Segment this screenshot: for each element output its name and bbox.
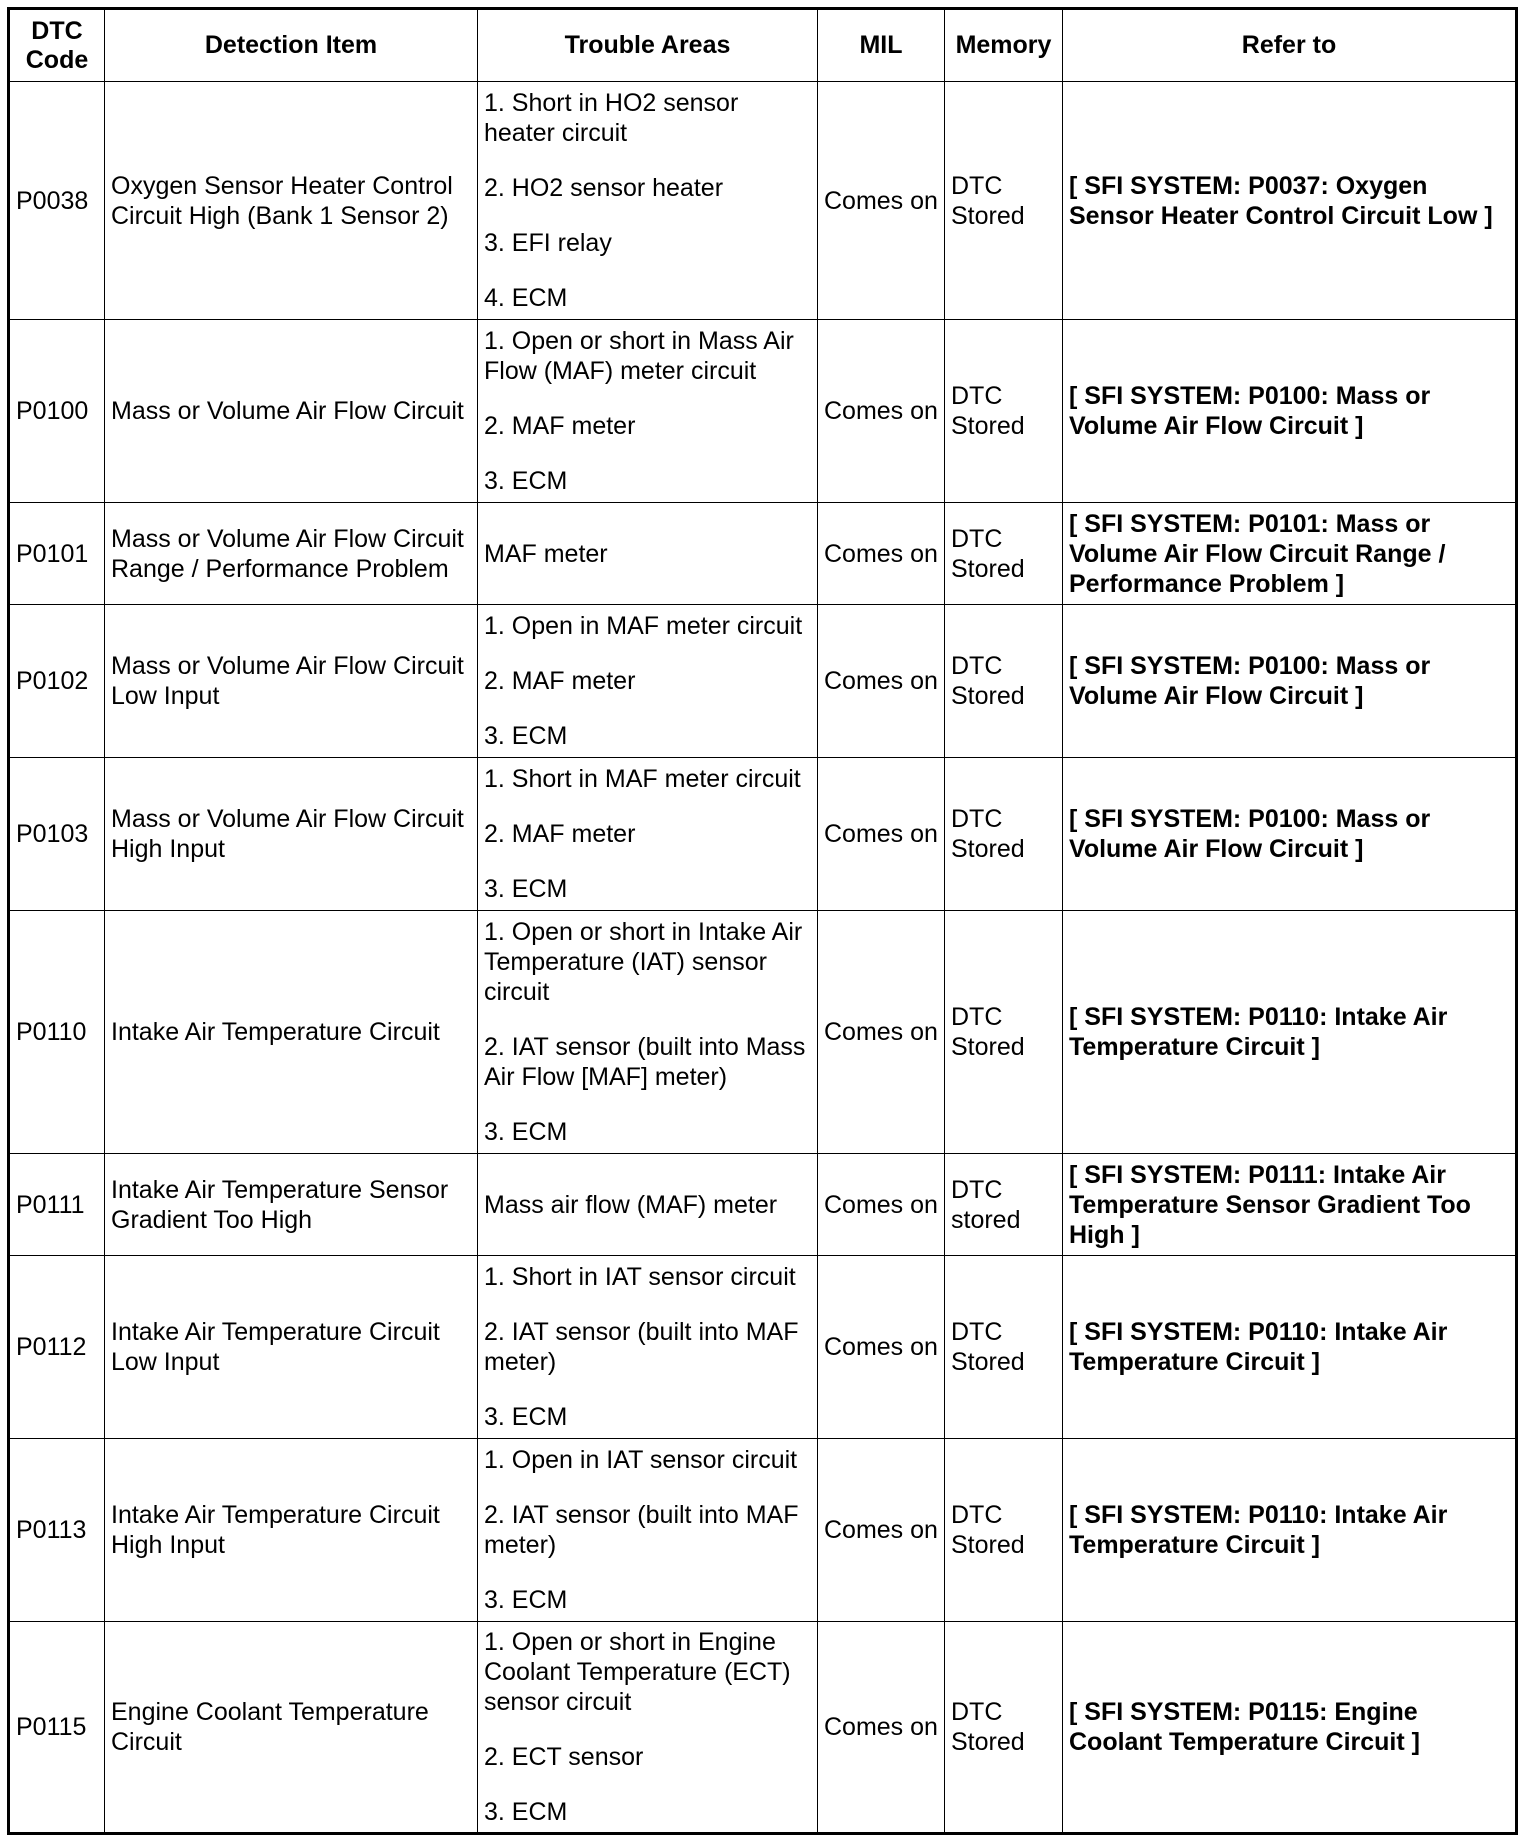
detection-item: Engine Coolant Temperature Circuit xyxy=(105,1622,478,1834)
trouble-areas xyxy=(478,1439,818,1622)
trouble-area-item: 2. MAF meter xyxy=(484,820,636,848)
table-row xyxy=(9,605,1517,758)
mil-status: Comes on xyxy=(818,605,945,758)
header-dtc-code: DTC Code xyxy=(9,9,105,82)
memory-status: DTC Stored xyxy=(945,1622,1063,1834)
header-detection-item: Detection Item xyxy=(105,9,478,82)
trouble-area-item: 1. Open or short in Mass Air Flow (MAF) meter circuit xyxy=(484,327,794,385)
trouble-areas xyxy=(478,320,818,503)
mil-status: Comes on xyxy=(818,1622,945,1834)
refer-to: [ SFI SYSTEM: P0101: Mass or Volume Air Flow Circuit Range / Performance Problem ] xyxy=(1063,503,1517,605)
memory-status: DTC Stored xyxy=(945,605,1063,758)
trouble-area-item: 1. Open or short in Intake Air Temperature (IAT) sensor circuit xyxy=(484,918,803,1006)
trouble-area-item: 1. Short in MAF meter circuit xyxy=(484,765,801,793)
mil-status: Comes on xyxy=(818,1256,945,1439)
refer-to: [ SFI SYSTEM: P0037: Oxygen Sensor Heater Control Circuit Low ] xyxy=(1063,82,1517,320)
detection-item: Oxygen Sensor Heater Control Circuit High (Bank 1 Sensor 2) xyxy=(105,82,478,320)
dtc-code: P0103 xyxy=(9,758,105,911)
trouble-areas xyxy=(478,1622,818,1834)
detection-item: Intake Air Temperature Sensor Gradient Too High xyxy=(105,1154,478,1256)
trouble-area-item: 2. IAT sensor (built into Mass Air Flow [MAF] meter) xyxy=(484,1033,806,1091)
trouble-area-item: 3. ECM xyxy=(484,1798,568,1826)
header-trouble-areas: Trouble Areas xyxy=(478,9,818,82)
dtc-code: P0110 xyxy=(9,911,105,1154)
mil-status: Comes on xyxy=(818,1439,945,1622)
detection-item: Intake Air Temperature Circuit High Input xyxy=(105,1439,478,1622)
table-row xyxy=(9,758,1517,911)
trouble-area-item: 2. IAT sensor (built into MAF meter) xyxy=(484,1501,799,1559)
trouble-area-item: 3. EFI relay xyxy=(484,229,612,257)
table-row xyxy=(9,911,1517,1154)
dtc-code: P0113 xyxy=(9,1439,105,1622)
mil-status: Comes on xyxy=(818,758,945,911)
refer-to: [ SFI SYSTEM: P0115: Engine Coolant Temperature Circuit ] xyxy=(1063,1622,1517,1834)
trouble-areas xyxy=(478,1154,818,1256)
table-row xyxy=(9,1154,1517,1256)
memory-status: DTC Stored xyxy=(945,1256,1063,1439)
table-row xyxy=(9,320,1517,503)
trouble-area-item: 1. Open or short in Engine Coolant Temperature (ECT) sensor circuit xyxy=(484,1628,791,1716)
header-memory: Memory xyxy=(945,9,1063,82)
memory-status: DTC Stored xyxy=(945,1439,1063,1622)
trouble-areas xyxy=(478,82,818,320)
detection-item: Mass or Volume Air Flow Circuit Low Input xyxy=(105,605,478,758)
header-refer-to: Refer to xyxy=(1063,9,1517,82)
trouble-area-item: 3. ECM xyxy=(484,875,568,903)
trouble-areas xyxy=(478,605,818,758)
trouble-area-item: 3. ECM xyxy=(484,1403,568,1431)
refer-to: [ SFI SYSTEM: P0100: Mass or Volume Air Flow Circuit ] xyxy=(1063,605,1517,758)
trouble-areas xyxy=(478,1256,818,1439)
memory-status: DTC Stored xyxy=(945,758,1063,911)
dtc-code: P0115 xyxy=(9,1622,105,1834)
trouble-area-item: 2. HO2 sensor heater xyxy=(484,174,724,202)
refer-to: [ SFI SYSTEM: P0100: Mass or Volume Air Flow Circuit ] xyxy=(1063,758,1517,911)
trouble-area-item: MAF meter xyxy=(484,539,608,568)
memory-status: DTC stored xyxy=(945,1154,1063,1256)
trouble-area-item: Mass air flow (MAF) meter xyxy=(484,1190,778,1219)
trouble-area-item: 2. MAF meter xyxy=(484,667,636,695)
trouble-areas xyxy=(478,911,818,1154)
header-mil: MIL xyxy=(818,9,945,82)
trouble-area-item: 1. Open in MAF meter circuit xyxy=(484,612,803,640)
detection-item: Mass or Volume Air Flow Circuit High Input xyxy=(105,758,478,911)
memory-status: DTC Stored xyxy=(945,82,1063,320)
table-row xyxy=(9,1439,1517,1622)
mil-status: Comes on xyxy=(818,320,945,503)
dtc-code: P0102 xyxy=(9,605,105,758)
dtc-code: P0111 xyxy=(9,1154,105,1256)
trouble-area-item: 3. ECM xyxy=(484,1118,568,1146)
table-body xyxy=(9,82,1517,1834)
memory-status: DTC Stored xyxy=(945,503,1063,605)
table-row xyxy=(9,503,1517,605)
trouble-area-item: 2. ECT sensor xyxy=(484,1743,644,1771)
trouble-area-item: 2. MAF meter xyxy=(484,412,636,440)
trouble-areas xyxy=(478,758,818,911)
dtc-code: P0100 xyxy=(9,320,105,503)
table-row xyxy=(9,1256,1517,1439)
dtc-code: P0038 xyxy=(9,82,105,320)
table-header xyxy=(9,9,1517,82)
detection-item: Intake Air Temperature Circuit xyxy=(105,911,478,1154)
dtc-code: P0101 xyxy=(9,503,105,605)
trouble-area-item: 4. ECM xyxy=(484,284,568,312)
table-row xyxy=(9,82,1517,320)
refer-to: [ SFI SYSTEM: P0100: Mass or Volume Air Flow Circuit ] xyxy=(1063,320,1517,503)
dtc-table xyxy=(7,7,1518,1835)
memory-status: DTC Stored xyxy=(945,911,1063,1154)
dtc-code: P0112 xyxy=(9,1256,105,1439)
refer-to: [ SFI SYSTEM: P0110: Intake Air Temperature Circuit ] xyxy=(1063,911,1517,1154)
refer-to: [ SFI SYSTEM: P0111: Intake Air Temperature Sensor Gradient Too High ] xyxy=(1063,1154,1517,1256)
mil-status: Comes on xyxy=(818,82,945,320)
trouble-area-item: 1. Short in IAT sensor circuit xyxy=(484,1263,796,1291)
mil-status: Comes on xyxy=(818,1154,945,1256)
refer-to: [ SFI SYSTEM: P0110: Intake Air Temperature Circuit ] xyxy=(1063,1256,1517,1439)
memory-status: DTC Stored xyxy=(945,320,1063,503)
trouble-area-item: 1. Open in IAT sensor circuit xyxy=(484,1446,798,1474)
trouble-areas xyxy=(478,503,818,605)
mil-status: Comes on xyxy=(818,911,945,1154)
mil-status: Comes on xyxy=(818,503,945,605)
header-row xyxy=(9,9,1517,82)
trouble-area-item: 3. ECM xyxy=(484,722,568,750)
trouble-area-item: 3. ECM xyxy=(484,467,568,495)
detection-item: Intake Air Temperature Circuit Low Input xyxy=(105,1256,478,1439)
trouble-area-item: 1. Short in HO2 sensor heater circuit xyxy=(484,89,739,147)
detection-item: Mass or Volume Air Flow Circuit xyxy=(105,320,478,503)
trouble-area-item: 2. IAT sensor (built into MAF meter) xyxy=(484,1318,799,1376)
detection-item: Mass or Volume Air Flow Circuit Range / Performance Problem xyxy=(105,503,478,605)
table-row xyxy=(9,1622,1517,1834)
trouble-area-item: 3. ECM xyxy=(484,1586,568,1614)
refer-to: [ SFI SYSTEM: P0110: Intake Air Temperature Circuit ] xyxy=(1063,1439,1517,1622)
